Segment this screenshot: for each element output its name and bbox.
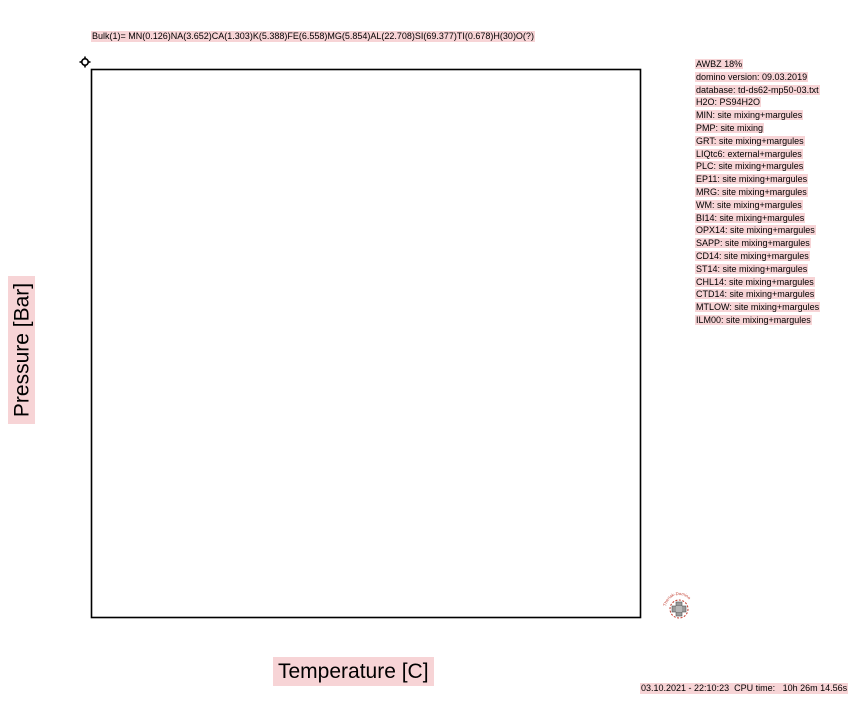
info-line [695,302,820,315]
info-line-text: SAPP: site mixing+margules [696,238,810,249]
x-axis-label: Temperature [C] [273,657,434,686]
info-line-text: AWBZ 18% [696,59,743,69]
bulk-composition-label: Bulk(1)= MN(0.126)NA(3.652)CA(1.303)K(5.388)FE(6.558)MG(5.854)AL(22.708)SI(69.377)TI(0.678)H(30)O(?) [92,31,534,41]
info-line [695,213,820,226]
info-line [695,289,820,302]
info-line [695,123,820,136]
info-line-text: MIN: site mixing+margules [696,110,803,121]
logo-text: Theriak-Domino [662,592,692,607]
info-line-text: H2O: PS94H2O [696,97,761,108]
info-line [695,225,820,238]
info-line [695,85,820,98]
info-line-text: BI14: site mixing+margules [696,212,805,223]
info-line [695,187,820,200]
info-line-text: PLC: site mixing+margules [696,161,804,172]
info-line-text: WM: site mixing+margules [696,199,802,210]
info-line [695,72,820,85]
crosshair-mark-icon [79,56,91,68]
info-line-text: EP11: site mixing+margules [696,174,808,185]
info-line-text: MRG: site mixing+margules [696,186,807,197]
info-line-text: ILM00: site mixing+margules [696,314,811,325]
y-axis-label [8,276,35,424]
plot-frame [92,70,641,618]
info-line [695,200,820,213]
info-line-text: OPX14: site mixing+margules [696,225,815,236]
info-line [695,264,820,277]
info-line [695,251,820,264]
info-line-text: PMP: site mixing [696,122,764,133]
info-line-text: GRT: site mixing+margules [696,135,804,146]
info-line [695,149,820,162]
info-line-text: CTD14: site mixing+margules [696,289,815,300]
info-line [695,59,820,72]
info-line-text: LIQtc6: external+margules [696,148,802,159]
y-axis-label-text: Pressure [Bar] [10,282,33,418]
info-line-text: CHL14: site mixing+margules [696,276,814,287]
info-line [695,136,820,149]
theriak-domino-logo-icon [662,592,696,622]
info-line [695,110,820,123]
info-line-text: MTLOW: site mixing+margules [696,302,820,313]
info-line [695,174,820,187]
info-line [695,277,820,290]
info-list [695,59,820,328]
info-line-text: CD14: site mixing+margules [696,250,809,261]
info-line [695,97,820,110]
info-line [695,238,820,251]
info-line-text: domino version: 09.03.2019 [696,71,808,82]
info-line-text: database: td-ds62-mp50-03.txt [696,84,819,95]
info-line-text: ST14: site mixing+margules [696,263,808,274]
info-line [695,161,820,174]
footer-timestamp: 03.10.2021 - 22:10:23 CPU time: 10h 26m 14.56s [641,683,848,693]
info-line [695,315,820,328]
